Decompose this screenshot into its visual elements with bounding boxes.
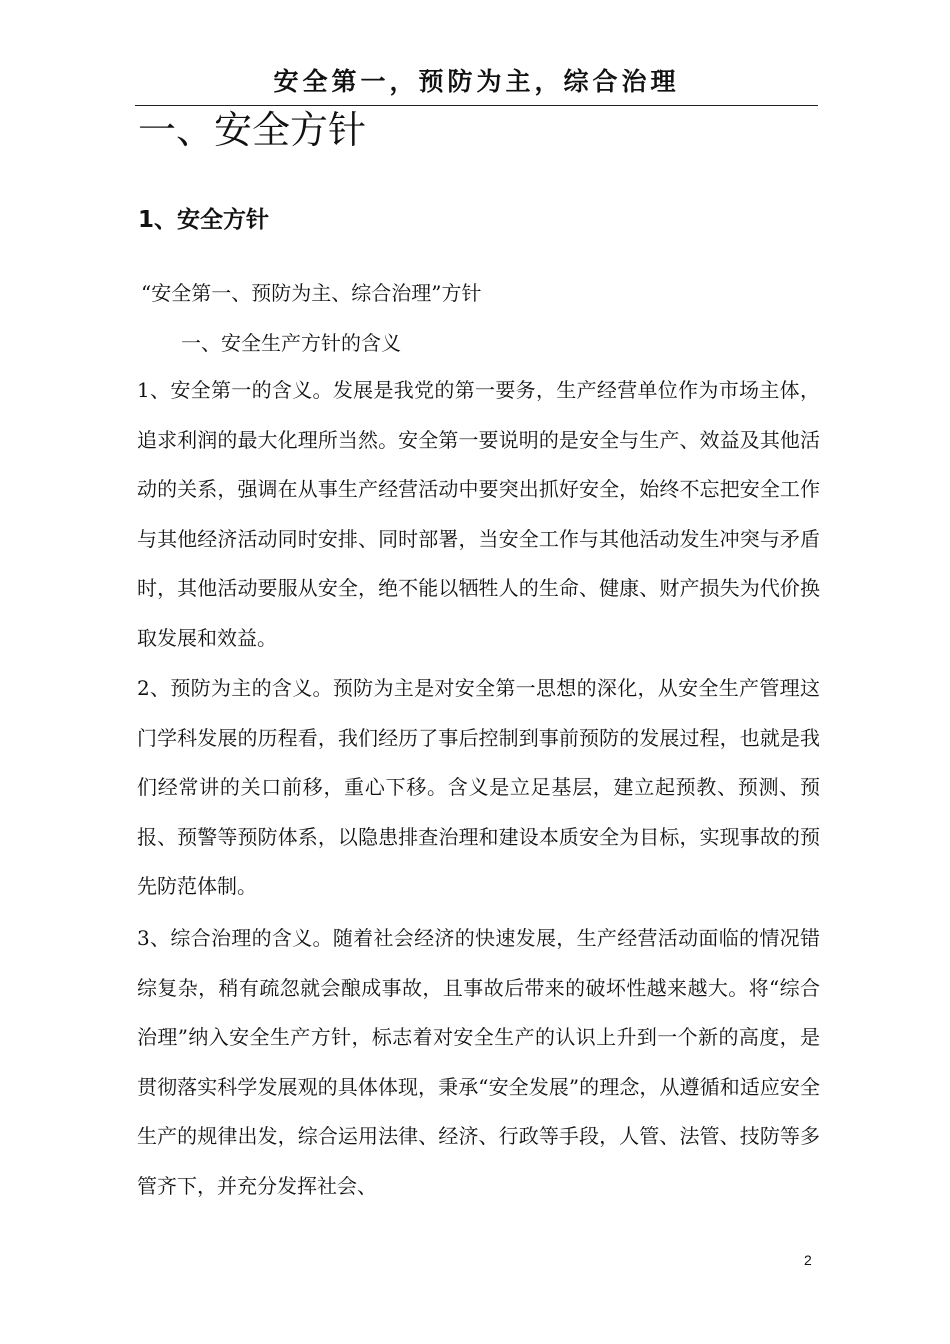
section-heading: 一、安全方针 (138, 108, 367, 152)
paragraph-comprehensive-management: 3、综合治理的含义。随着社会经济的快速发展，生产经营活动面临的情况错综复杂，稍有疏忽就会酿成事故，且事故后带来的破坏性越来越大。将“综合治理”纳入安全生产方针，标志着对安全生产的认识上升到一个新的高度，是贯彻落实科学发展观的具体体现，秉承“安全发展”的理念，从遵循和适应安全生产的规律出发，综合运用法律、经济、行政等手段，人管、法管、技防等多管齐下，并充分发挥社会、 (137, 926, 820, 1198)
meaning-subheading: 一、安全生产方针的含义 (181, 331, 401, 355)
subsection-heading: 1、安全方针 (138, 207, 270, 233)
paragraph-safety-first: 1、安全第一的含义。发展是我党的第一要务，生产经营单位作为市场主体，追求利润的最大化理所当然。安全第一要说明的是安全与生产、效益及其他活动的关系，强调在从事生产经营活动中要突出抓好安全，始终不忘把安全工作与其他经济活动同时安排、同时部署，当安全工作与其他活动发生冲突与矛盾时，其他活动要服从安全，绝不能以牺牲人的生命、健康、财产损失为代价换取发展和效益。 (137, 378, 820, 650)
policy-quote-line: “安全第一、预防为主、综合治理”方针 (141, 281, 482, 305)
paragraph-prevention-first: 2、预防为主的含义。预防为主是对安全第一思想的深化，从安全生产管理这门学科发展的历程看，我们经历了事后控制到事前预防的发展过程，也就是我们经常讲的关口前移，重心下移。含义是立足基层，建立起预教、预测、预报、预警等预防体系，以隐患排查治理和建设本质安全为目标，实现事故的预先防范体制。 (137, 676, 820, 898)
page-header-title: 安全第一，预防为主，综合治理 (273, 67, 680, 96)
header-divider (135, 105, 818, 106)
page-number: 2 (804, 1252, 812, 1268)
